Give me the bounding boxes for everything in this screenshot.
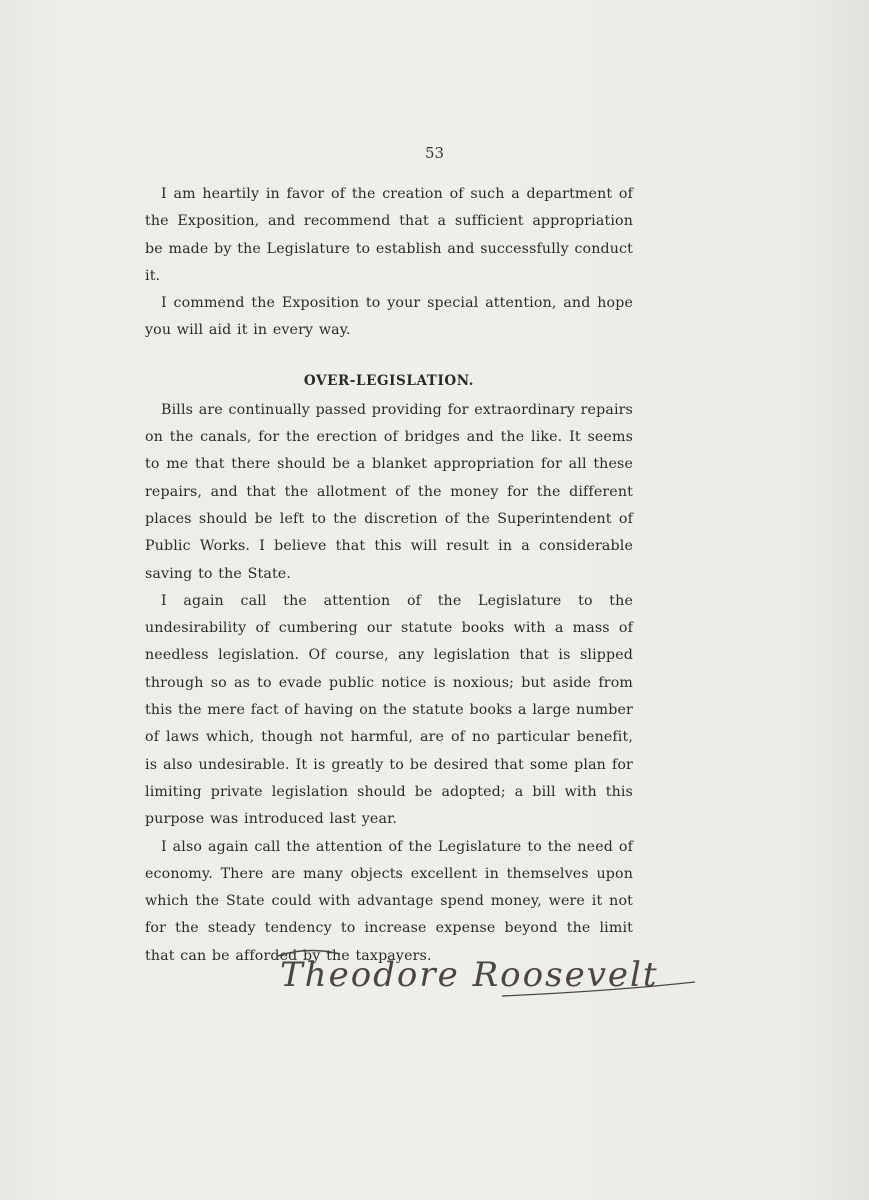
signature-text: Theodore Roosevelt xyxy=(280,955,659,995)
paragraph-canal-repairs: Bills are continually passed providing for extraordinary repairs on the canals, for the erection of bridges and the like. It seems to me that there should be a blanket appropriation for all these repairs, and that the allotment of the money for the different places should be left to the discretion of the Superintendent of Public Works. I believe that this will result in a considerable saving to the State. xyxy=(145,401,633,582)
paragraph-exposition-department: I am heartily in favor of the creation of such a department of the Exposition, and recommend that a sufficient appropriation be made by the Legislature to establish and successfully conduct it. xyxy=(145,186,633,284)
paragraph-exposition-commend: I commend the Exposition to your special attention, and hope you will aid it in every way. xyxy=(145,295,633,339)
signature-image xyxy=(270,938,700,1008)
body-text xyxy=(145,181,633,970)
page-number: 53 xyxy=(424,144,445,162)
paragraph-needless-legislation: I again call the attention of the Legislature to the undesirability of cumbering our statute books with a mass of needless legislation. Of course, any legislation that is slipped through so as to evade public notice is noxious; but aside from this the mere fact of having on the statute books a large number of laws which, though not harmful, are of no particular benefit, is also undesirable. It is greatly to be desired that some plan for limiting private legislation should be adopted; a bill with this purpose was introduced last year. xyxy=(145,592,633,828)
signature xyxy=(270,938,700,1008)
paragraph-economy: I also again call the attention of the Legislature to the need of economy. There are many objects excellent in themselves upon which the State could with advantage spend money, were it not for the steady tendency to increase expense beyond the limit that can be afforded by the taxpayers. xyxy=(145,838,633,964)
section-heading: OVER-LEGISLATION. xyxy=(303,372,475,389)
